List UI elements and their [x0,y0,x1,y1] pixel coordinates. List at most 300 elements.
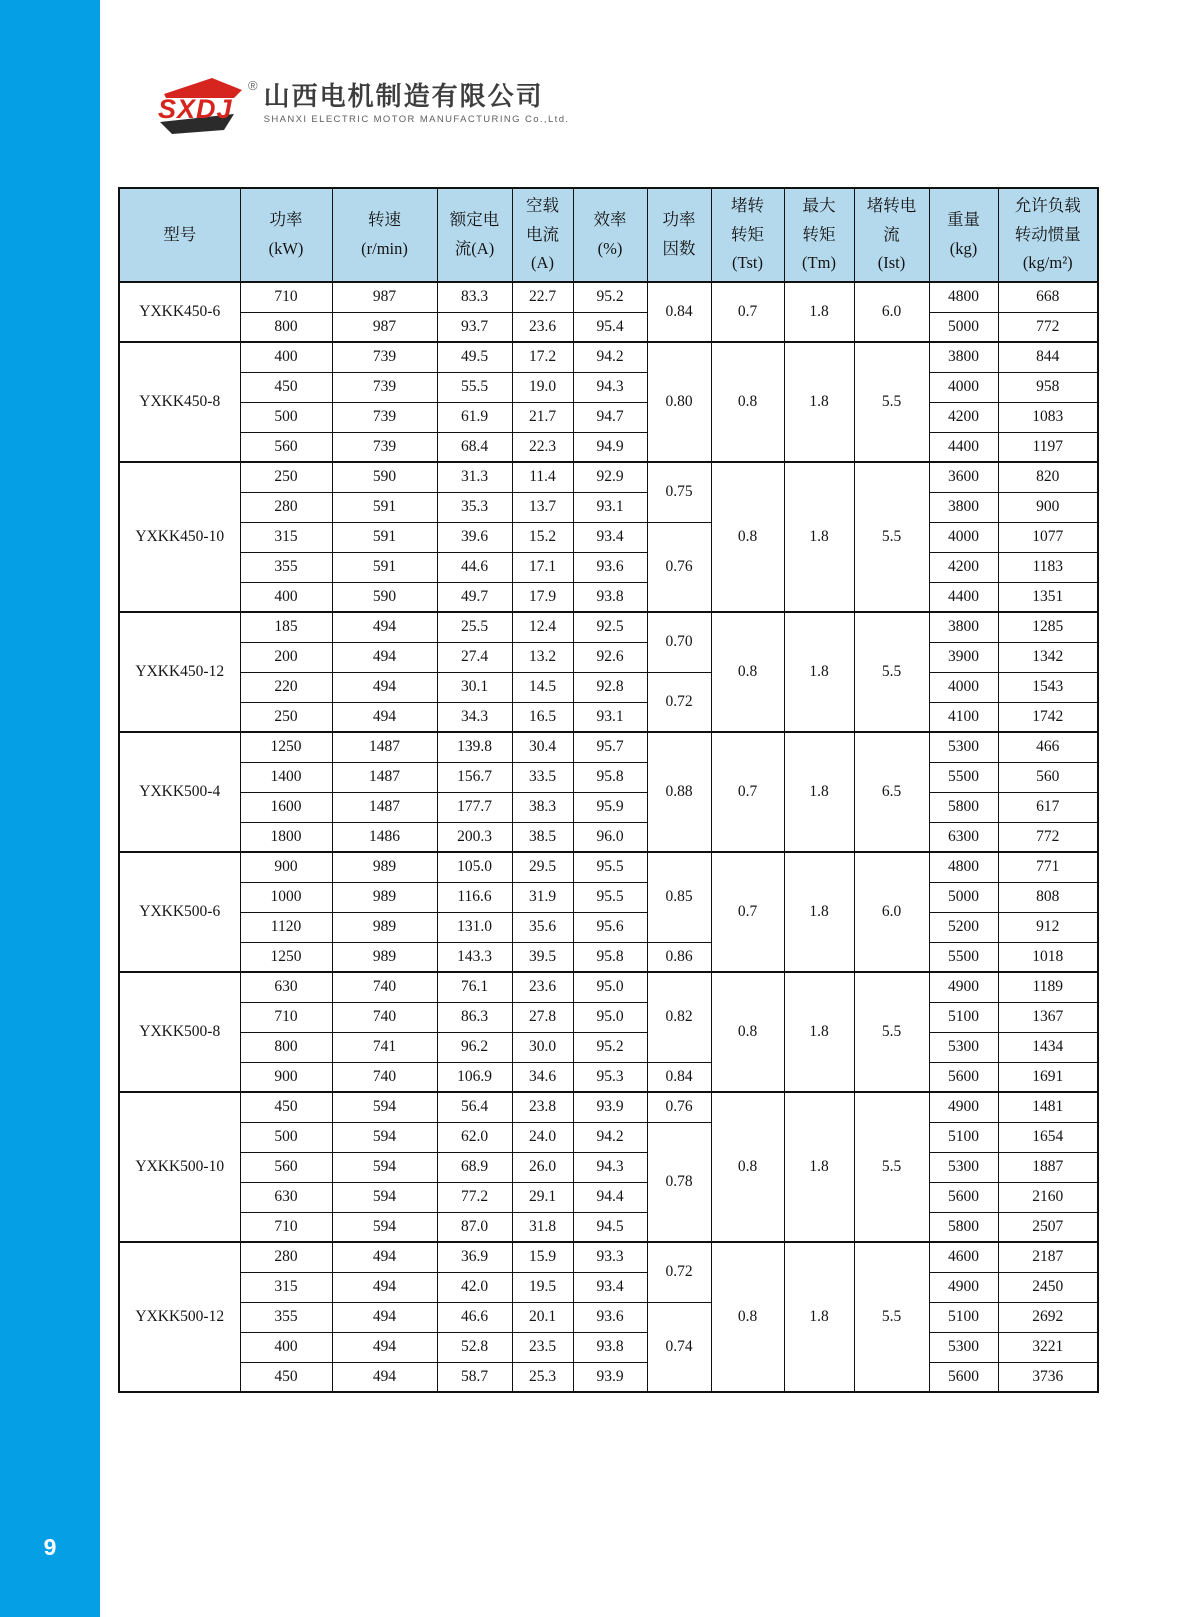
locked-rotor-current-cell: 5.5 [854,1242,929,1392]
efficiency-cell: 92.8 [573,672,647,702]
noload-current-cell: 31.9 [512,882,573,912]
inertia-cell: 1018 [998,942,1098,972]
power-factor-cell: 0.84 [647,282,711,342]
speed-cell: 739 [332,402,437,432]
efficiency-cell: 93.1 [573,702,647,732]
efficiency-cell: 92.9 [573,462,647,492]
weight-cell: 4900 [929,972,998,1002]
inertia-cell: 2187 [998,1242,1098,1272]
weight-cell: 6300 [929,822,998,852]
power-cell: 280 [240,492,332,522]
efficiency-cell: 93.8 [573,1332,647,1362]
model-cell: YXKK500-8 [119,972,240,1092]
table-row [119,1152,1098,1182]
weight-cell: 5800 [929,1212,998,1242]
noload-current-cell: 24.0 [512,1122,573,1152]
max-torque-cell: 1.8 [784,732,854,852]
speed-cell: 594 [332,1152,437,1182]
efficiency-cell: 92.5 [573,612,647,642]
weight-cell: 4900 [929,1092,998,1122]
locked-rotor-current-cell: 6.5 [854,732,929,852]
weight-cell: 5600 [929,1062,998,1092]
power-factor-cell: 0.86 [647,942,711,972]
rated-current-cell: 86.3 [437,1002,512,1032]
table-row [119,582,1098,612]
table-row [119,1002,1098,1032]
rated-current-cell: 143.3 [437,942,512,972]
efficiency-cell: 95.7 [573,732,647,762]
speed-cell: 494 [332,1302,437,1332]
rated-current-cell: 68.9 [437,1152,512,1182]
power-cell: 900 [240,1062,332,1092]
efficiency-cell: 93.8 [573,582,647,612]
power-cell: 355 [240,552,332,582]
power-cell: 630 [240,1182,332,1212]
speed-cell: 1486 [332,822,437,852]
weight-cell: 3600 [929,462,998,492]
weight-cell: 4600 [929,1242,998,1272]
weight-cell: 5500 [929,942,998,972]
power-cell: 450 [240,372,332,402]
speed-cell: 739 [332,372,437,402]
noload-current-cell: 22.3 [512,432,573,462]
rated-current-cell: 34.3 [437,702,512,732]
efficiency-cell: 95.2 [573,282,647,312]
table-row [119,1362,1098,1392]
power-factor-cell: 0.74 [647,1302,711,1392]
efficiency-cell: 95.5 [573,882,647,912]
rated-current-cell: 77.2 [437,1182,512,1212]
model-cell: YXKK450-8 [119,342,240,462]
power-cell: 1250 [240,942,332,972]
locked-rotor-current-cell: 5.5 [854,612,929,732]
weight-cell: 5600 [929,1362,998,1392]
noload-current-cell: 35.6 [512,912,573,942]
power-factor-cell: 0.76 [647,1092,711,1122]
inertia-cell: 1481 [998,1092,1098,1122]
weight-cell: 4200 [929,402,998,432]
rated-current-cell: 58.7 [437,1362,512,1392]
noload-current-cell: 12.4 [512,612,573,642]
power-cell: 710 [240,1002,332,1032]
speed-cell: 594 [332,1212,437,1242]
table-row [119,1032,1098,1062]
noload-current-cell: 14.5 [512,672,573,702]
model-cell: YXKK450-10 [119,462,240,612]
power-cell: 1000 [240,882,332,912]
rated-current-cell: 49.5 [437,342,512,372]
weight-cell: 3800 [929,492,998,522]
locked-rotor-current-cell: 5.5 [854,1092,929,1242]
noload-current-cell: 19.5 [512,1272,573,1302]
noload-current-cell: 23.6 [512,972,573,1002]
registered-trademark-icon: ® [248,78,258,93]
speed-cell: 740 [332,1002,437,1032]
efficiency-cell: 95.3 [573,1062,647,1092]
svg-text:SXDJ: SXDJ [158,94,233,124]
power-cell: 200 [240,642,332,672]
weight-cell: 5300 [929,1032,998,1062]
power-cell: 710 [240,282,332,312]
speed-cell: 594 [332,1092,437,1122]
noload-current-cell: 23.5 [512,1332,573,1362]
inertia-cell: 1077 [998,522,1098,552]
noload-current-cell: 21.7 [512,402,573,432]
noload-current-cell: 13.7 [512,492,573,522]
noload-current-cell: 23.8 [512,1092,573,1122]
company-name-block [264,82,570,125]
weight-cell: 4400 [929,432,998,462]
company-name-cn: 山西电机制造有限公司 [263,81,544,111]
inertia-cell: 844 [998,342,1098,372]
rated-current-cell: 49.7 [437,582,512,612]
speed-cell: 987 [332,312,437,342]
speed-cell: 591 [332,492,437,522]
speed-cell: 740 [332,972,437,1002]
column-header: 堵转 转矩 (Tst) [711,188,784,282]
model-cell: YXKK450-6 [119,282,240,342]
efficiency-cell: 95.4 [573,312,647,342]
inertia-cell: 2160 [998,1182,1098,1212]
column-header: 型号 [119,188,240,282]
efficiency-cell: 93.6 [573,1302,647,1332]
power-cell: 630 [240,972,332,1002]
power-cell: 560 [240,1152,332,1182]
table-row [119,552,1098,582]
model-cell: YXKK450-12 [119,612,240,732]
power-cell: 315 [240,1272,332,1302]
locked-rotor-current-cell: 6.0 [854,282,929,342]
rated-current-cell: 68.4 [437,432,512,462]
weight-cell: 3800 [929,612,998,642]
locked-rotor-current-cell: 5.5 [854,972,929,1092]
speed-cell: 1487 [332,732,437,762]
power-factor-cell: 0.72 [647,1242,711,1302]
power-cell: 355 [240,1302,332,1332]
column-header: 最大 转矩 (Tm) [784,188,854,282]
weight-cell: 5300 [929,1152,998,1182]
power-factor-cell: 0.76 [647,522,711,612]
efficiency-cell: 94.7 [573,402,647,432]
noload-current-cell: 11.4 [512,462,573,492]
efficiency-cell: 96.0 [573,822,647,852]
locked-rotor-current-cell: 5.5 [854,462,929,612]
speed-cell: 494 [332,702,437,732]
power-cell: 400 [240,582,332,612]
inertia-cell: 1189 [998,972,1098,1002]
noload-current-cell: 38.3 [512,792,573,822]
power-cell: 710 [240,1212,332,1242]
max-torque-cell: 1.8 [784,282,854,342]
rated-current-cell: 42.0 [437,1272,512,1302]
inertia-cell: 1887 [998,1152,1098,1182]
inertia-cell: 900 [998,492,1098,522]
efficiency-cell: 94.2 [573,1122,647,1152]
power-factor-cell: 0.88 [647,732,711,852]
efficiency-cell: 94.9 [573,432,647,462]
table-row [119,1182,1098,1212]
inertia-cell: 1367 [998,1002,1098,1032]
rated-current-cell: 36.9 [437,1242,512,1272]
inertia-cell: 912 [998,912,1098,942]
table-row [119,732,1098,762]
efficiency-cell: 95.9 [573,792,647,822]
efficiency-cell: 92.6 [573,642,647,672]
locked-rotor-torque-cell: 0.8 [711,972,784,1092]
table-row [119,1122,1098,1152]
inertia-cell: 771 [998,852,1098,882]
noload-current-cell: 30.0 [512,1032,573,1062]
table-row [119,612,1098,642]
power-cell: 250 [240,702,332,732]
weight-cell: 5100 [929,1002,998,1032]
inertia-cell: 2692 [998,1302,1098,1332]
noload-current-cell: 17.9 [512,582,573,612]
inertia-cell: 1183 [998,552,1098,582]
efficiency-cell: 95.8 [573,942,647,972]
efficiency-cell: 93.4 [573,522,647,552]
rated-current-cell: 46.6 [437,1302,512,1332]
power-cell: 1250 [240,732,332,762]
inertia-cell: 820 [998,462,1098,492]
table-row [119,1092,1098,1122]
inertia-cell: 2450 [998,1272,1098,1302]
weight-cell: 5000 [929,312,998,342]
noload-current-cell: 16.5 [512,702,573,732]
speed-cell: 590 [332,582,437,612]
power-cell: 900 [240,852,332,882]
company-name-en: SHANXI ELECTRIC MOTOR MANUFACTURING Co.,Ltd. [263,113,570,125]
table-row [119,312,1098,342]
table-row [119,1332,1098,1362]
speed-cell: 594 [332,1122,437,1152]
power-cell: 1400 [240,762,332,792]
efficiency-cell: 93.9 [573,1362,647,1392]
speed-cell: 741 [332,1032,437,1062]
rated-current-cell: 177.7 [437,792,512,822]
table-row [119,522,1098,552]
column-header: 空载 电流 (A) [512,188,573,282]
speed-cell: 590 [332,462,437,492]
table-row [119,1212,1098,1242]
weight-cell: 3800 [929,342,998,372]
noload-current-cell: 27.8 [512,1002,573,1032]
rated-current-cell: 106.9 [437,1062,512,1092]
weight-cell: 4100 [929,702,998,732]
table-row [119,342,1098,372]
max-torque-cell: 1.8 [784,852,854,972]
table-row [119,972,1098,1002]
locked-rotor-torque-cell: 0.8 [711,612,784,732]
rated-current-cell: 96.2 [437,1032,512,1062]
power-cell: 450 [240,1092,332,1122]
table-row [119,792,1098,822]
noload-current-cell: 23.6 [512,312,573,342]
rated-current-cell: 30.1 [437,672,512,702]
efficiency-cell: 95.0 [573,1002,647,1032]
inertia-cell: 1285 [998,612,1098,642]
efficiency-cell: 93.9 [573,1092,647,1122]
table-row [119,762,1098,792]
rated-current-cell: 35.3 [437,492,512,522]
noload-current-cell: 13.2 [512,642,573,672]
table-row [119,822,1098,852]
noload-current-cell: 19.0 [512,372,573,402]
noload-current-cell: 25.3 [512,1362,573,1392]
power-cell: 220 [240,672,332,702]
efficiency-cell: 94.2 [573,342,647,372]
weight-cell: 4800 [929,282,998,312]
efficiency-cell: 95.2 [573,1032,647,1062]
column-header: 效率 (%) [573,188,647,282]
rated-current-cell: 61.9 [437,402,512,432]
power-cell: 450 [240,1362,332,1392]
column-header: 转速 (r/min) [332,188,437,282]
rated-current-cell: 116.6 [437,882,512,912]
inertia-cell: 2507 [998,1212,1098,1242]
table-row [119,912,1098,942]
weight-cell: 4000 [929,372,998,402]
noload-current-cell: 15.2 [512,522,573,552]
efficiency-cell: 94.4 [573,1182,647,1212]
left-blue-band [0,0,100,1617]
column-header: 功率 (kW) [240,188,332,282]
efficiency-cell: 95.5 [573,852,647,882]
locked-rotor-current-cell: 5.5 [854,342,929,462]
max-torque-cell: 1.8 [784,972,854,1092]
model-cell: YXKK500-10 [119,1092,240,1242]
noload-current-cell: 22.7 [512,282,573,312]
rated-current-cell: 87.0 [437,1212,512,1242]
inertia-cell: 617 [998,792,1098,822]
efficiency-cell: 93.1 [573,492,647,522]
noload-current-cell: 20.1 [512,1302,573,1332]
power-cell: 400 [240,1332,332,1362]
power-cell: 1120 [240,912,332,942]
speed-cell: 1487 [332,762,437,792]
rated-current-cell: 56.4 [437,1092,512,1122]
noload-current-cell: 33.5 [512,762,573,792]
sxdj-logo-icon [150,76,246,138]
inertia-cell: 1742 [998,702,1098,732]
efficiency-cell: 93.4 [573,1272,647,1302]
locked-rotor-torque-cell: 0.8 [711,1092,784,1242]
noload-current-cell: 31.8 [512,1212,573,1242]
noload-current-cell: 30.4 [512,732,573,762]
efficiency-cell: 93.6 [573,552,647,582]
inertia-cell: 1691 [998,1062,1098,1092]
inertia-cell: 1543 [998,672,1098,702]
inertia-cell: 1434 [998,1032,1098,1062]
rated-current-cell: 55.5 [437,372,512,402]
noload-current-cell: 15.9 [512,1242,573,1272]
noload-current-cell: 39.5 [512,942,573,972]
rated-current-cell: 27.4 [437,642,512,672]
speed-cell: 740 [332,1062,437,1092]
column-header: 功率 因数 [647,188,711,282]
power-cell: 185 [240,612,332,642]
inertia-cell: 808 [998,882,1098,912]
table-body [119,282,1098,1392]
inertia-cell: 772 [998,822,1098,852]
rated-current-cell: 200.3 [437,822,512,852]
rated-current-cell: 93.7 [437,312,512,342]
table-row [119,402,1098,432]
model-cell: YXKK500-12 [119,1242,240,1392]
max-torque-cell: 1.8 [784,612,854,732]
column-header: 额定电 流(A) [437,188,512,282]
weight-cell: 5000 [929,882,998,912]
power-cell: 500 [240,1122,332,1152]
speed-cell: 494 [332,612,437,642]
model-cell: YXKK500-6 [119,852,240,972]
power-factor-cell: 0.78 [647,1122,711,1242]
weight-cell: 4800 [929,852,998,882]
locked-rotor-torque-cell: 0.7 [711,282,784,342]
table-row [119,1062,1098,1092]
power-factor-cell: 0.75 [647,462,711,522]
table-row [119,1302,1098,1332]
table-row [119,642,1098,672]
noload-current-cell: 38.5 [512,822,573,852]
noload-current-cell: 34.6 [512,1062,573,1092]
power-factor-cell: 0.72 [647,672,711,732]
inertia-cell: 1197 [998,432,1098,462]
inertia-cell: 560 [998,762,1098,792]
efficiency-cell: 94.3 [573,1152,647,1182]
weight-cell: 5100 [929,1302,998,1332]
efficiency-cell: 94.3 [573,372,647,402]
power-factor-cell: 0.70 [647,612,711,672]
weight-cell: 4000 [929,672,998,702]
weight-cell: 4400 [929,582,998,612]
weight-cell: 5100 [929,1122,998,1152]
column-header: 允许负载 转动惯量 (kg/m²) [998,188,1098,282]
speed-cell: 989 [332,912,437,942]
column-header: 堵转电 流 (Ist) [854,188,929,282]
power-factor-cell: 0.82 [647,972,711,1062]
rated-current-cell: 76.1 [437,972,512,1002]
inertia-cell: 3221 [998,1332,1098,1362]
power-cell: 315 [240,522,332,552]
noload-current-cell: 17.1 [512,552,573,582]
model-cell: YXKK500-4 [119,732,240,852]
rated-current-cell: 83.3 [437,282,512,312]
power-factor-cell: 0.80 [647,342,711,462]
power-cell: 250 [240,462,332,492]
speed-cell: 494 [332,672,437,702]
locked-rotor-torque-cell: 0.7 [711,852,784,972]
weight-cell: 4000 [929,522,998,552]
power-cell: 800 [240,312,332,342]
rated-current-cell: 105.0 [437,852,512,882]
table-row [119,672,1098,702]
rated-current-cell: 52.8 [437,1332,512,1362]
inertia-cell: 3736 [998,1362,1098,1392]
max-torque-cell: 1.8 [784,1242,854,1392]
table-row [119,942,1098,972]
efficiency-cell: 93.3 [573,1242,647,1272]
locked-rotor-torque-cell: 0.8 [711,462,784,612]
rated-current-cell: 31.3 [437,462,512,492]
rated-current-cell: 25.5 [437,612,512,642]
speed-cell: 989 [332,942,437,972]
speed-cell: 989 [332,882,437,912]
weight-cell: 5800 [929,792,998,822]
speed-cell: 989 [332,852,437,882]
speed-cell: 739 [332,342,437,372]
weight-cell: 5200 [929,912,998,942]
